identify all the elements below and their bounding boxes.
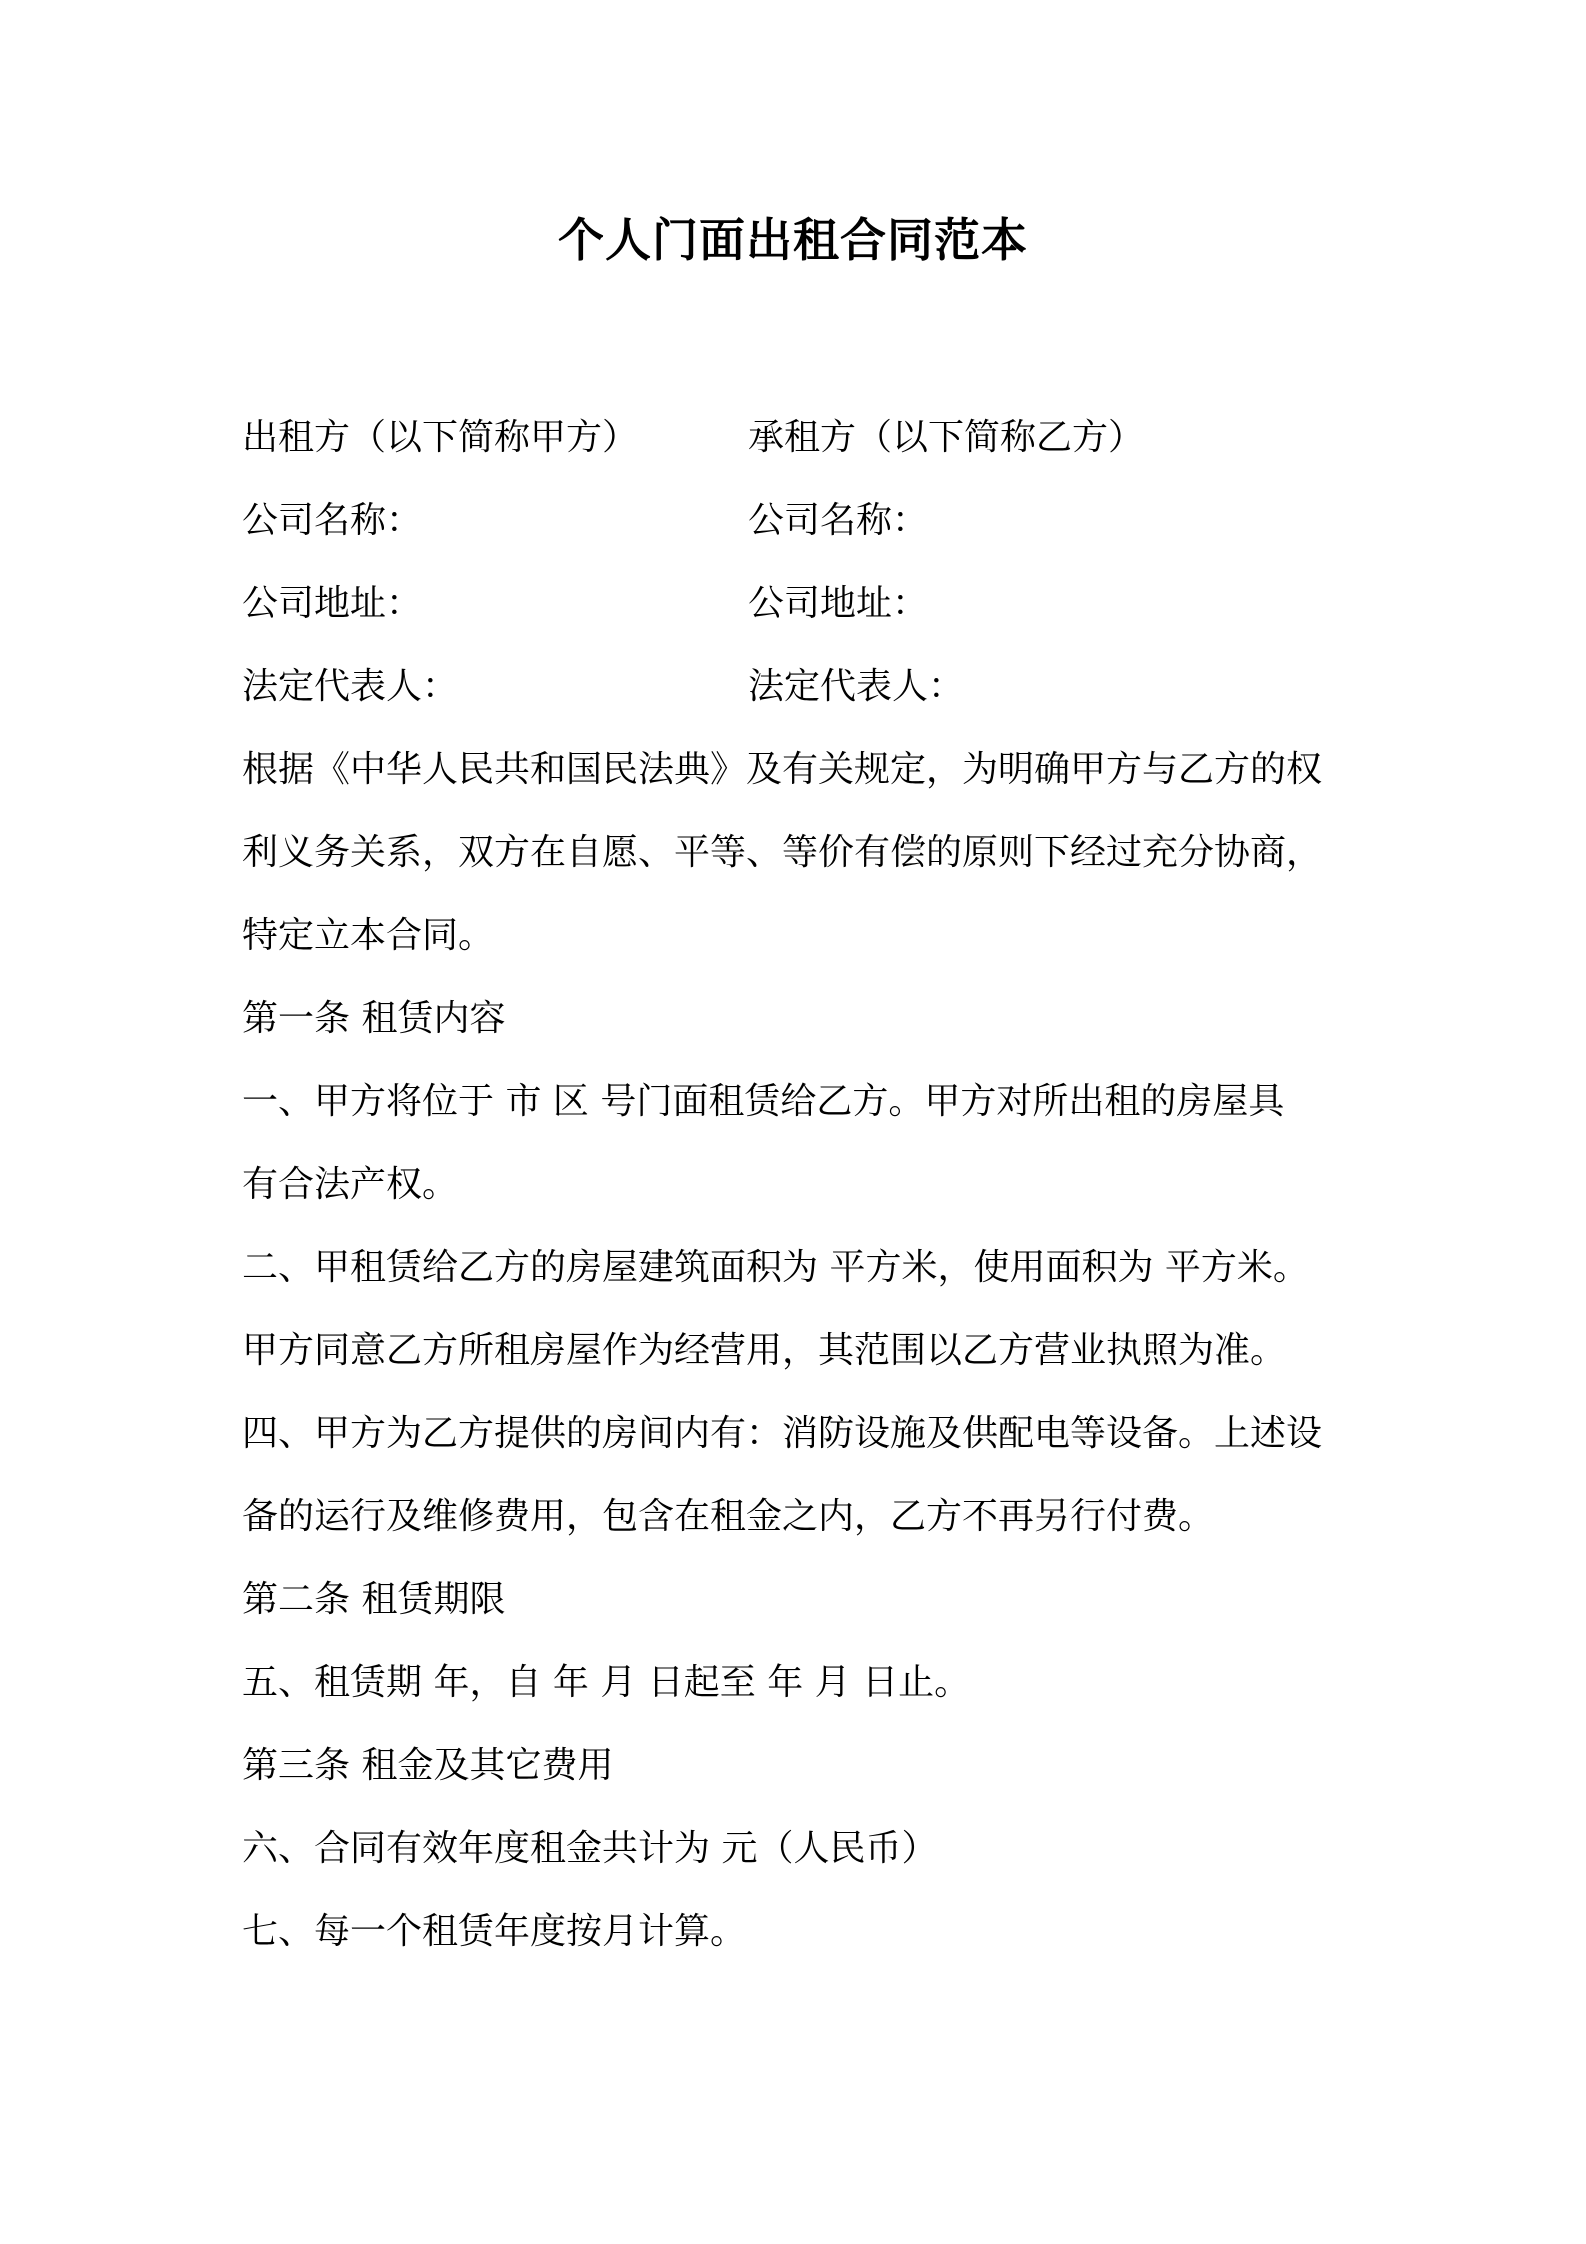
lessee-company-address-label: 公司地址： xyxy=(748,583,929,624)
article-heading: 第三条 租金及其它费用 xyxy=(242,1745,614,1786)
body-line: 根据《中华人民共和国民法典》及有关规定，为明确甲方与乙方的权 xyxy=(242,749,1323,790)
lessee-heading: 承租方（以下简称乙方） xyxy=(748,417,1145,458)
body-line: 备的运行及维修费用，包含在租金之内，乙方不再另行付费。 xyxy=(242,1496,1215,1537)
lessor-company-address-label: 公司地址： xyxy=(242,583,423,624)
body-line: 甲方同意乙方所租房屋作为经营用，其范围以乙方营业执照为准。 xyxy=(242,1330,1287,1371)
article-heading: 第一条 租赁内容 xyxy=(242,998,506,1039)
body-line: 五、租赁期 年，自 年 月 日起至 年 月 日止。 xyxy=(242,1662,971,1703)
lessee-company-name-label: 公司名称： xyxy=(748,500,929,541)
lessor-legal-rep-label: 法定代表人： xyxy=(242,666,459,707)
body-line: 六、合同有效年度租金共计为 元（人民币） xyxy=(242,1828,938,1869)
lessor-heading: 出租方（以下简称甲方） xyxy=(242,417,639,458)
lessee-legal-rep-label: 法定代表人： xyxy=(748,666,965,707)
body-line: 特定立本合同。 xyxy=(242,915,495,956)
document-title: 个人门面出租合同范本 xyxy=(558,213,1028,267)
article-heading: 第二条 租赁期限 xyxy=(242,1579,506,1620)
body-line: 一、甲方将位于 市 区 号门面租赁给乙方。甲方对所出租的房屋具 xyxy=(242,1081,1285,1122)
body-line: 有合法产权。 xyxy=(242,1164,459,1205)
body-line: 七、每一个租赁年度按月计算。 xyxy=(242,1911,747,1952)
body-line: 四、甲方为乙方提供的房间内有：消防设施及供配电等设备。上述设 xyxy=(242,1413,1323,1454)
lessor-company-name-label: 公司名称： xyxy=(242,500,423,541)
body-line: 利义务关系，双方在自愿、平等、等价有偿的原则下经过充分协商， xyxy=(242,832,1323,873)
body-line: 二、甲租赁给乙方的房屋建筑面积为 平方米，使用面积为 平方米。 xyxy=(242,1247,1309,1288)
